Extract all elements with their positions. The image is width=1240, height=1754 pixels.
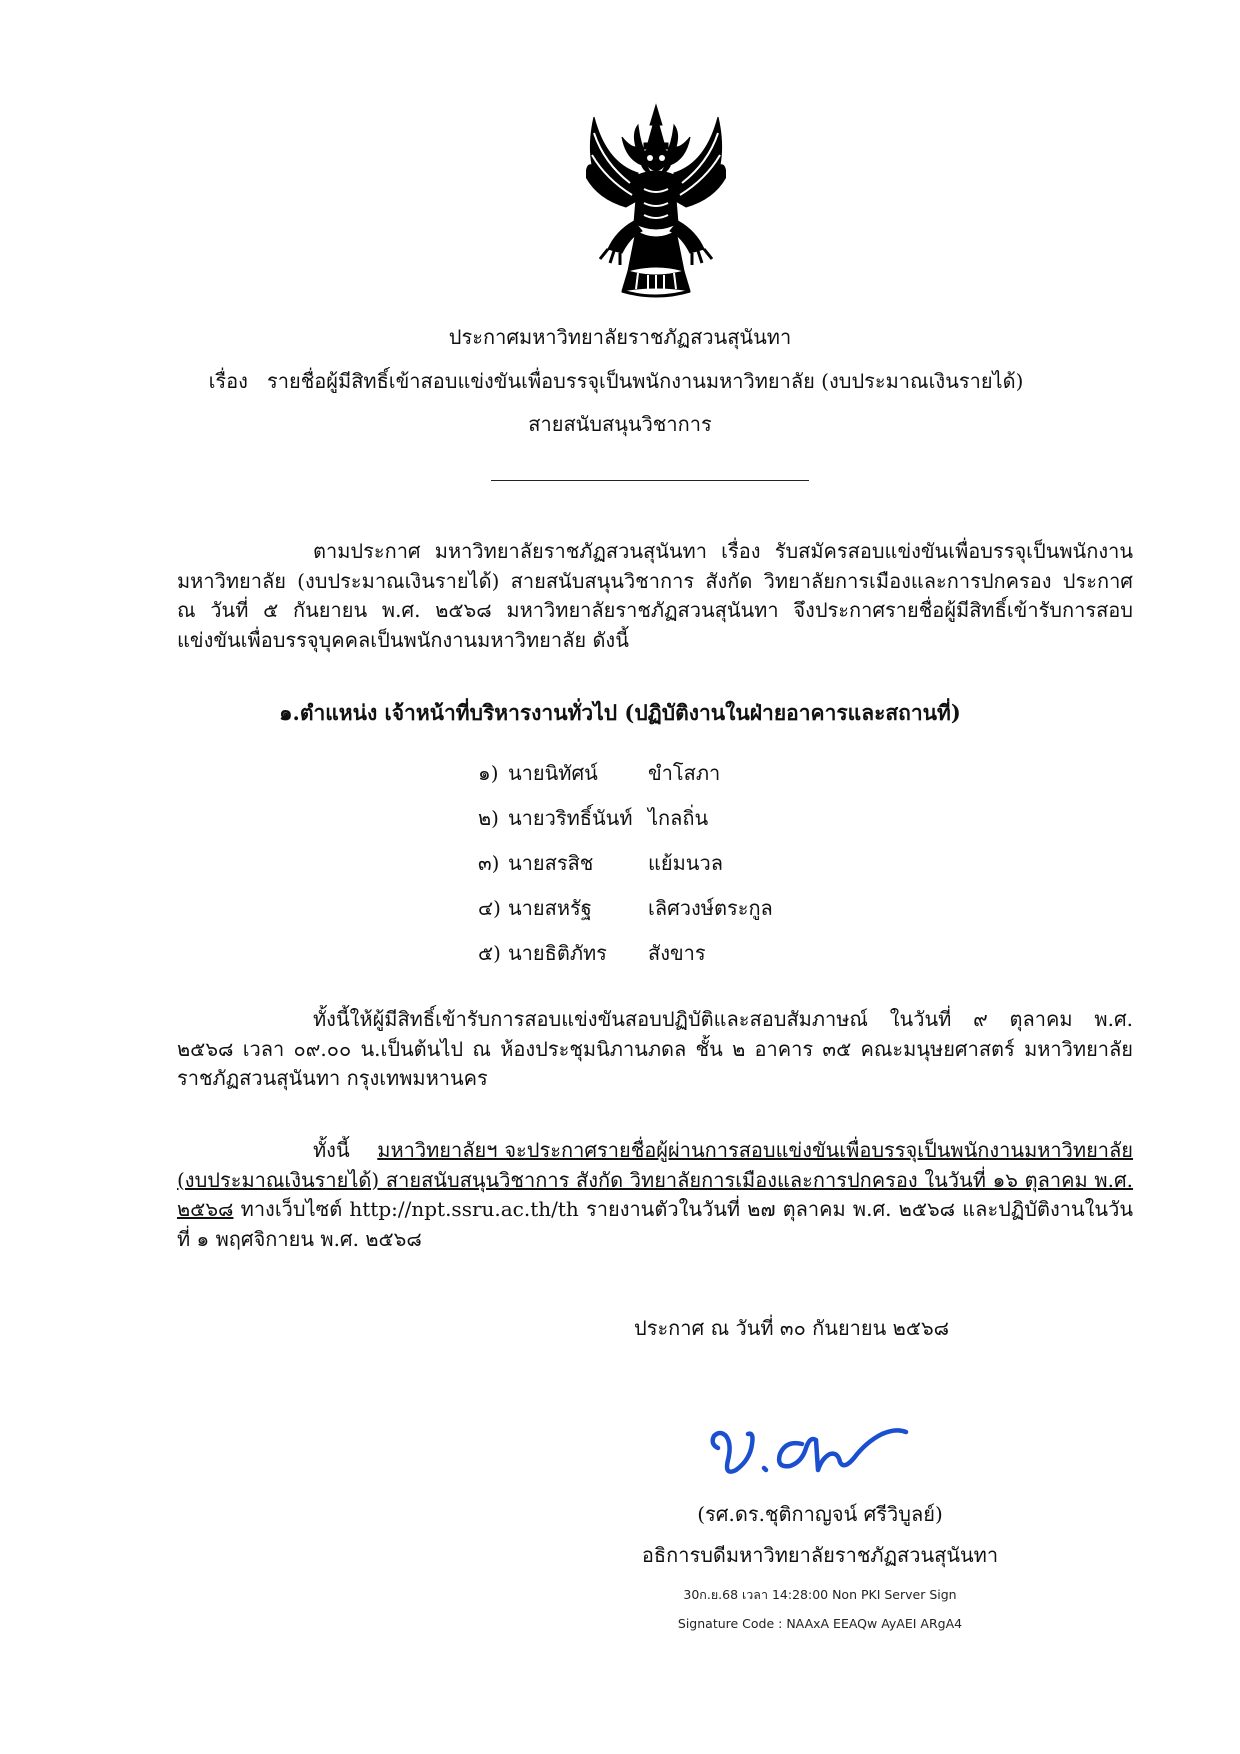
- candidate-last-name: ไกลถิ่น: [648, 806, 709, 830]
- signed-timestamp: 30ก.ย.68 เวลา 14:28:00 Non PKI Server Sign: [683, 1587, 957, 1602]
- subject-line: [0, 367, 1236, 395]
- paragraph-intro: [177, 537, 1133, 655]
- candidate-number: ๑): [478, 761, 499, 785]
- candidate-list: [478, 751, 773, 976]
- handwritten-signature: [706, 1404, 916, 1488]
- paragraph-results-lead: ทั้งนี้: [313, 1138, 350, 1162]
- candidate-item: [478, 751, 773, 796]
- paragraph-exam-text: ทั้งนี้ให้ผู้มีสิทธิ์เข้ารับการสอบแข่งขันสอบปฏิบัติและสอบสัมภาษณ์ ในวันที่ ๙ ตุลาคม พ.ศ. ๒๕๖๘ เวลา ๐๙.๐๐ น.เป็นต้นไป ณ ห้องประชุมนิภานภดล ชั้น ๒ อาคาร ๓๕ คณะมนุษยศาสตร์ มหาวิทยาลัยราชภัฏสวนสุนันทา กรุงเทพมหานคร: [177, 1007, 1133, 1090]
- garuda-emblem: [586, 103, 726, 299]
- paragraph-intro-text: ตามประกาศ มหาวิทยาลัยราชภัฏสวนสุนันทา เรื่อง รับสมัครสอบแข่งขันเพื่อบรรจุเป็นพนักงานมหาวิทยาลัย (งบประมาณเงินรายได้) สายสนับสนุนวิชาการ สังกัด วิทยาลัยการเมืองและการปกครอง ประกาศ ณ วันที่ ๕ กันยายน พ.ศ. ๒๕๖๘ มหาวิทยาลัยราชภัฏสวนสุนันทา จึงประกาศรายชื่อผู้มีสิทธิ์เข้ารับการสอบแข่งขันเพื่อบรรจุบุคคลเป็นพนักงานมหาวิทยาลัย ดังนี้: [177, 539, 1133, 652]
- candidate-item: [478, 841, 773, 886]
- position-heading: ๑.ตำแหน่ง เจ้าหน้าที่บริหารงานทั่วไป (ปฏิบัติงานในฝ่ายอาคารและสถานที่): [279, 700, 961, 725]
- paragraph-results-underlined: มหาวิทยาลัยฯ จะประกาศรายชื่อผู้ผ่านการสอบแข่งขันเพื่อบรรจุเป็นพนักงานมหาวิทยาลัย (งบประมาณเงินรายได้) สายสนับสนุนวิชาการ สังกัด วิทยาลัยการเมืองและการปกครอง ในวันที่ ๑๖ ตุลาคม พ.ศ. ๒๕๖๘: [177, 1138, 1134, 1221]
- candidate-number: ๓): [478, 851, 500, 875]
- signature-code: Signature Code : NAAxA EEAQw AyAEI ARgA4: [677, 1616, 963, 1631]
- candidate-item: [478, 931, 773, 976]
- candidate-first-name: นายสรสิช: [508, 851, 594, 875]
- signer-name: (รศ.ดร.ชุติกาญจน์ ศรีวิบูลย์): [697, 1502, 943, 1526]
- announcement-title: ประกาศมหาวิทยาลัยราชภัฏสวนสุนันทา: [448, 325, 792, 349]
- candidate-last-name: ขำโสภา: [648, 761, 721, 785]
- announcement-date: ประกาศ ณ วันที่ ๓๐ กันยายน ๒๕๖๘: [634, 1316, 950, 1340]
- subject-text: รายชื่อผู้มีสิทธิ์เข้าสอบแข่งขันเพื่อบรรจุเป็นพนักงานมหาวิทยาลัย (งบประมาณเงินรายได้): [267, 369, 1024, 393]
- subject-line-2: สายสนับสนุนวิชาการ: [528, 412, 712, 436]
- candidate-last-name: สังขาร: [648, 941, 706, 965]
- candidate-last-name: แย้มนวล: [648, 851, 723, 875]
- candidate-item: [478, 796, 773, 841]
- subject-label: เรื่อง: [208, 369, 248, 393]
- candidate-number: ๒): [478, 806, 499, 830]
- paragraph-results-rest: ทางเว็บไซต์ http://npt.ssru.ac.th/th รายงานตัวในวันที่ ๒๗ ตุลาคม พ.ศ. ๒๕๖๘ และปฏิบัติงานในวันที่ ๑ พฤศจิกายน พ.ศ. ๒๕๖๘: [177, 1197, 1133, 1251]
- candidate-first-name: นายนิทัศน์: [508, 761, 598, 785]
- paragraph-exam-schedule: [177, 1005, 1133, 1094]
- signer-title: อธิการบดีมหาวิทยาลัยราชภัฏสวนสุนันทา: [641, 1543, 999, 1567]
- candidate-number: ๔): [478, 896, 501, 920]
- paragraph-results: [177, 1136, 1133, 1254]
- candidate-number: ๕): [478, 941, 501, 965]
- title-divider: [491, 480, 809, 481]
- candidate-item: [478, 886, 773, 931]
- candidate-first-name: นายธิติภัทร: [508, 941, 607, 965]
- candidate-first-name: นายวริทธิ์นันท์: [508, 806, 633, 830]
- candidate-first-name: นายสหรัฐ: [508, 896, 592, 920]
- candidate-last-name: เลิศวงษ์ตระกูล: [648, 896, 773, 920]
